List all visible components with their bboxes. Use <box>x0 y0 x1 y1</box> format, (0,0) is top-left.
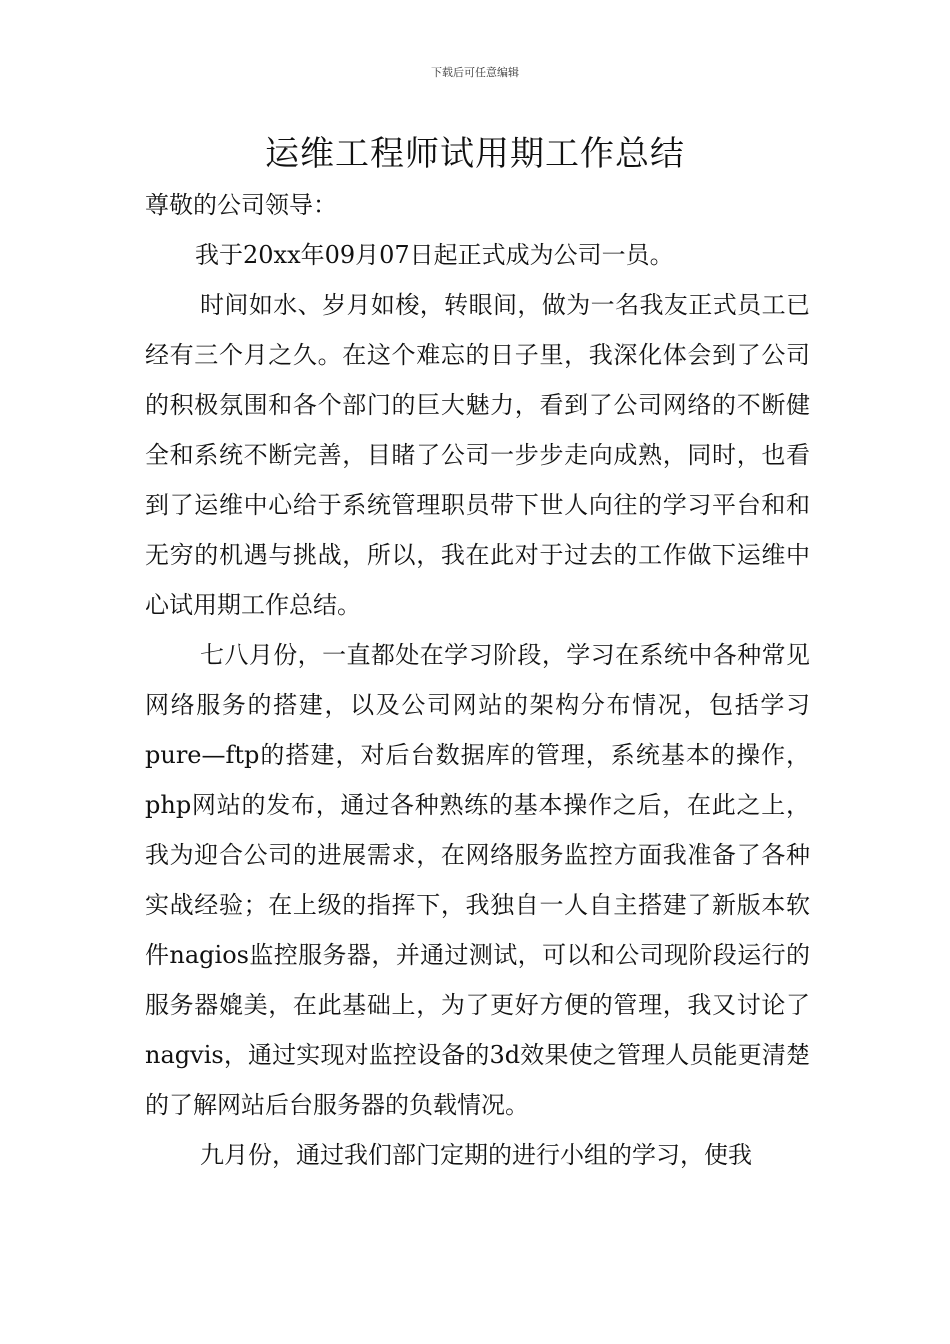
paragraph: 九月份，通过我们部门定期的进行小组的学习，使我 <box>200 1141 752 1169</box>
paragraph: 时间如水、岁月如梭，转眼间，做为一名我友正式员工已经有三个月之久。在这个难忘的日子里，我深化体会到了公司的积极氛围和各个部门的巨大魅力，看到了公司网络的不断健全和系统不断完善，目睹了公司一步步走向成熟，同时，也看到了运维中心给于系统管理职员带下世人向往的学习平台和和无穷的机遇与挑战，所以，我在此对于过去的工作做下运维中心试用期工作总结。 <box>145 291 810 619</box>
document-body <box>145 180 810 1180</box>
paragraph: 我于20xx年09月07日起正式成为公司一员。 <box>195 241 674 269</box>
document-title: 运维工程师试用期工作总结 <box>265 134 685 174</box>
header-note: 下载后可任意编辑 <box>431 66 519 79</box>
paragraph: 七八月份，一直都处在学习阶段，学习在系统中各种常见网络服务的搭建，以及公司网站的架构分布情况，包括学习pure—ftp的搭建，对后台数据库的管理，系统基本的操作，php网站的发布，通过各种熟练的基本操作之后，在此之上，我为迎合公司的进展需求，在网络服务监控方面我准备了各种实战经验；在上级的指挥下，我独自一人自主搭建了新版本软件nagios监控服务器，并通过测试，可以和公司现阶段运行的服务器媲美，在此基础上，为了更好方便的管理，我又讨论了nagvis，通过实现对监控设备的3d效果使之管理人员能更清楚的了解网站后台服务器的负载情况。 <box>145 641 810 1119</box>
salutation: 尊敬的公司领导： <box>145 191 337 219</box>
